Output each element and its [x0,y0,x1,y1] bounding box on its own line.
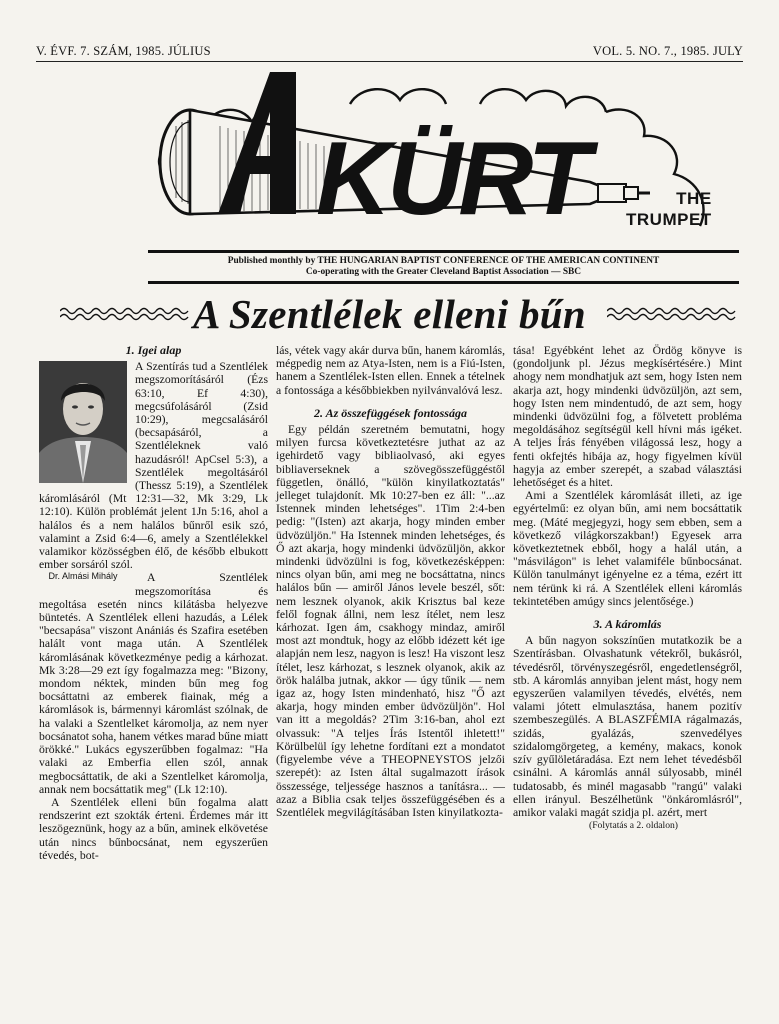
paragraph-5: Egy példán szeretném bemutatni, hogy milyen furcsa következtetésre juthat az az igehirdető vagy bibliaolvasó, aki egyes bibliaverseknek a szövegösszefüggéstől független, önálló, "külön kinyilatkoztatás" jelleget tulajdonít. Mk 10:27-ben ez áll: "...az Istennek minden lehetséges". 1Tim 2:4-ben pedig: "(Isten) azt akarja, hogy minden ember üdvözüljön." Ha Istennek minden lehetséges, és Ő azt akarja, hogy mindenki üdvözüljön, akkor mindenki üdvözülni is fog, következésképpen: nincs olyan bűn, ami meg ne bocsáttatna, nincs halálos bűn — amiről János levele beszél, sőt: nem lesznek olyanok, akik Krisztus bal keze felől fognak állni, nem lesz ítélet, nem lesz kárhozat. Igen ám, csakhogy mindaz, amiről most azt mondtuk, hogy az előbb idézett két ige alapján nem lesz, nagyon is lesz! Ha viszont lesz ítélet, lesz kárhozat, s lesznek olyanok, akik az örök halálba jutnak, akkor — úgy tűnik — nem igaz az, hogy Isten mindenható, hisz "Ő azt akarja, hogy minden ember üdvözüljön". Hol van itt a megoldás? 2Tim 3:16-ban, ahol ezt olvassuk: "A teljes Írás Istentől ihletett!" Körülbelül így lehetne fordítani ezt a mondatot (figyelembe véve a THEOPNEYSTOS jelzői szerepét): az Isten által sugalmazott írások összessége, teljessége hasznos a tanításra... — azaz a Biblia csak teljes összefüggésében és a Szentlélek megvilágításában Isten kinyilatkozta- [276,423,505,819]
article-column-3 [513,344,742,832]
issue-english: VOL. 5. NO. 7., 1985. JULY [592,44,743,58]
top-rule [36,61,743,62]
paragraph-4: lás, vétek vagy akár durva bűn, hanem káromlás, mégpedig nem az Atya-Isten, nem is a Fiú-Isten, hanem a Szentlélek-Isten ellen. Ennek a tételnek a fontossága a későbbiekben nyilvánvalóvá lesz. [276,344,505,397]
author-photo [39,361,127,483]
trumpet-word: TRUMPET [626,210,712,230]
section-heading-1: 1. Igei alap [125,343,182,357]
article-column-1 [39,344,268,862]
wave-ornament-right [607,306,737,322]
continued-note: (Folytatás a 2. oldalon) [589,820,678,832]
paragraph-6: tása! Egyébként lehet az Ördög könyve is (gondoljunk pl. Jézus megkísértésére.) Mint ahogy nem mondhatjuk azt sem, hogy Isten nem akarja azt, hogy mindenki üdvözüljön, azt sem, hogy Isten nem mindentudó, de azt sem, hogy mindenki üdvözülni fog, a fölvetett probléma megoldásához segítségül kell hívni más igéket. A teljes Írás fényében világossá lesz, hogy a fenti okfejtés hibája az, hogy figyelmen kívül hagyja az ember szerepét, a szabad választási lehetőséget és a hitet. [513,344,742,490]
the-trumpet-label [626,188,712,231]
publisher-line-1: Published monthly by THE HUNGARIAN BAPTIST CONFERENCE OF THE AMERICAN CONTINENT [227,256,660,266]
paragraph-3: A Szentlélek elleni bűn fogalma alatt rendszerint ezt szokták érteni. Érdemes már itt leszögeznünk, hogy az a bűn, aminek elkövetése után nincs bűnbocsánat, nem egyszerűen tévedés, bot- [39,795,268,862]
paragraph-1: A Szentírás tud a Szentlélek megszomorításáról (Ézs 63:10, Ef 4:30), megcsúfolásáról (Zsid 10:29), megcsalásáról (becsapásáról, a Szentléleknek való hazudásról! ApCsel 5:3), a Szentlélek megoltásáról (Thessz 5:19), a Szentlélek káromlásáról (Mt 12:31—32, Mk 3:29, Lk 12:10). Külön problémát jelent 1Jn 5:16, ahol a halálos és a nem halálos bűnről esik szó, valamint a Zsid 6:4—6, amely a Szentlélekkel valamikor közösségben élő, de később elbukott ember sorsáról szól. [39,360,268,572]
logo-lettering: KÜRT [316,121,587,237]
issue-hungarian: V. ÉVF. 7. SZÁM, 1985. JÚLIUS [36,44,211,58]
section-heading-3: 3. A káromlás [593,617,662,632]
issue-line [36,44,743,60]
article-column-2 [276,344,505,819]
paragraph-7: Ami a Szentlélek káromlását illeti, az ige egyértelmű: ez olyan bűn, ami nem bocsáttatik meg. (Máté megjegyzi, hogy sem ebben, sem a következő világkorszakban!) Egyesek arra következtetnek ebből, hogy a halál után, a "másvilágon" is lehet valamiféle bűnbocsánat. Külön tanulmányt igényelne ez a téma, ezért itt nem térünk ki rá. A Szentlélek elleni káromlás tekintetében amúgy sincs jelentősége.) [513,489,742,608]
paragraph-2: A Szentlélek megszomorítása és megoltása esetén nincs kilátásba helyezve büntetés. A Szentlélek elleni hazudás, a Lélek "becsapása" viszont Anániás és Szafira esetében halált vont maga után. A Szentlélek káromlásának következménye pedig a kárhozat. Mk 3:28—29 ezt így fogalmazza meg: "Bizony, mondom néktek, minden bűn meg fog bocsáttatni az emberek fiainak, még a káromlások is, bármennyi káromlást szólnak, de ha valaki a Szentlelket káromolja, az nem nyer bocsánatot soha, hanem vétkes marad bűne miatt örökké." Lukács egyszerűbben fogalmaz: "Ha valaki az Emberfia ellen szól, annak megbocsáttatik, de aki a Szentlelket káromolja, annak nem bocsáttatik meg" (Lk 12:10). [39,571,268,796]
section-heading-2: 2. Az összefüggések fontossága [314,405,467,420]
publisher-line-2: Co-operating with the Greater Cleveland Baptist Association — SBC [305,267,582,277]
article-headline: A Szentlélek elleni bűn [192,291,587,337]
paragraph-8: A bűn nagyon sokszínűen mutatkozik be a Szentírásban. Olvashatunk vétekről, bukásról, tévedésről, törvényszegésről, engedetlenségről, stb. A káromlás annyiban jelent mást, hogy nem egyszerűen valamilyen tévedés, elvétés, nem valami jótett elmulasztása, hanem pozitív szembeszegülés. A BLASZFÉMIA rágalmazás, szidás, gyalázás, szenvedélyes szidalomgörgeteg, a kemény, makacs, konok szív gyűlöletáradása. Ezt nem lehet tévedésből csinálni. A káromlás annál súlyosabb, minél tudatosabb, és minél magasabb "rangú" valaki ellen irányul. Beszélhetünk "önkáromlásról", amikor valaki magát szidja pl. azért, mert [513,634,742,819]
photo-caption: Dr. Almási Mihály [48,571,118,582]
headline-row [36,290,743,340]
masthead-rule-top [148,250,739,253]
portrait-image [39,361,127,483]
publisher-line [148,256,739,278]
the-word: THE [676,189,712,208]
masthead-rule-bottom [148,281,739,284]
